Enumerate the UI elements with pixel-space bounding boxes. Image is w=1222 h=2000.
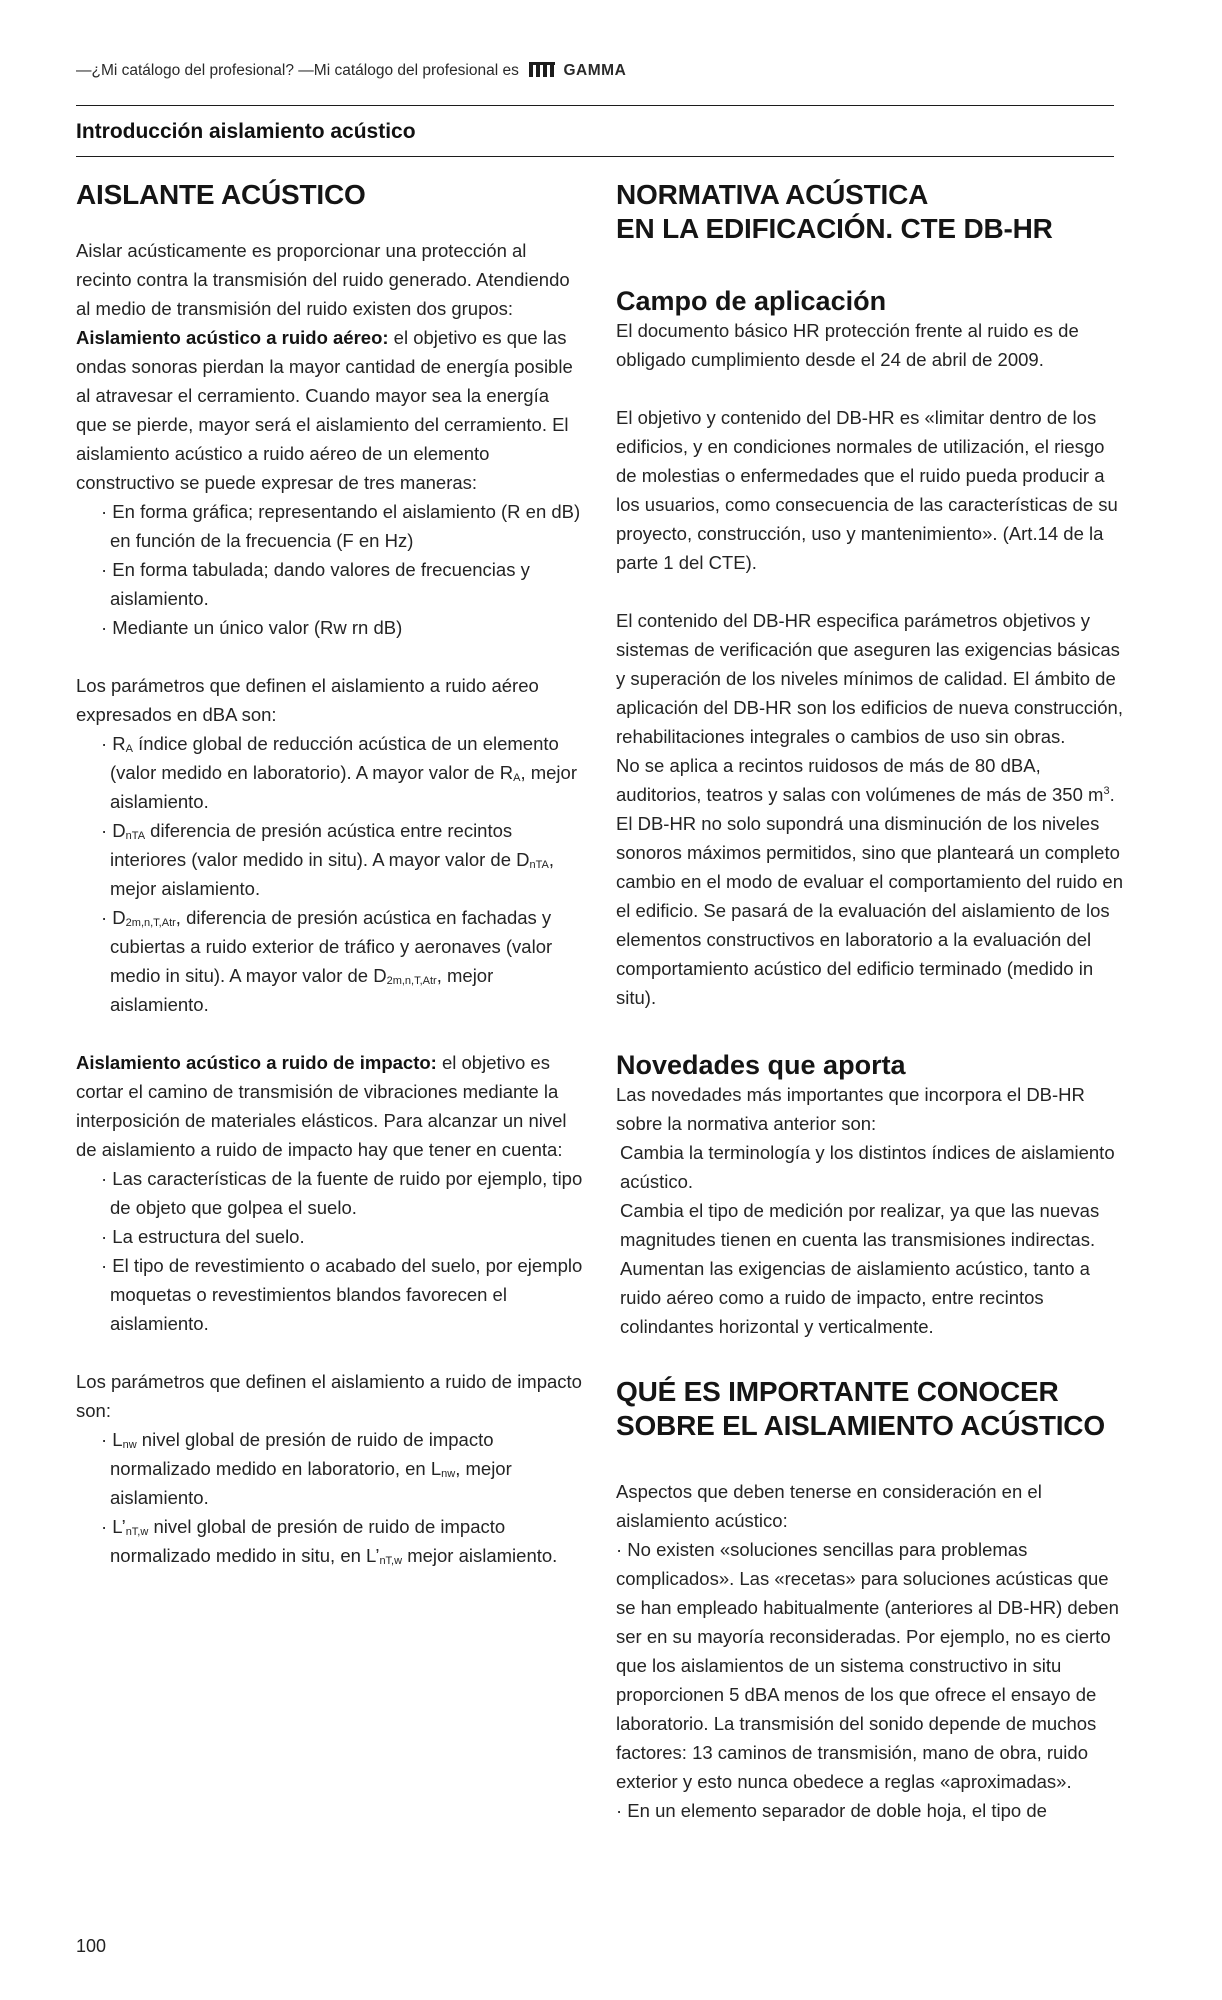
param-lnw: · $L_{nw}$ nivel global de presión de ruido de impacto normalizado medido en laboratorio, en $L_{nw}$, mejor aislamiento. <box>101 1429 512 1508</box>
params-aereo-intro: Los parámetros que definen el aislamiento a ruido aéreo expresados en dBA son: <box>76 675 539 725</box>
way-item: · Mediante un único valor (Rw rn dB) <box>101 617 403 638</box>
conocer-intro: Aspectos que deben tenerse en consideración en el aislamiento acústico: <box>616 1481 1042 1531</box>
normativa-heading: NORMATIVA ACÚSTICA EN LA EDIFICACIÓN. CTE DB-HR <box>616 179 1053 244</box>
impacto-item: · La estructura del suelo. <box>101 1226 305 1247</box>
header-divider <box>76 105 1114 106</box>
section-divider <box>76 156 1114 157</box>
impacto-item: · El tipo de revestimiento o acabado del suelo, por ejemplo moquetas o revestimientos blandos favorecen el aislamiento. <box>101 1255 583 1334</box>
param-dnta: · $D_{nTA}$ diferencia de presión acústica entre recintos interiores (valor medido in situ). A mayor valor de $D_{nTA}$, mejor aislamiento. <box>101 820 555 899</box>
impacto-label: Aislamiento acústico a ruido de impacto: <box>76 1052 437 1073</box>
novedades-item: Cambia la terminología y los distintos índices de aislamiento acústico. <box>620 1142 1115 1192</box>
brand-name: GAMMA <box>563 62 627 79</box>
left-heading: AISLANTE ACÚSTICO <box>76 179 366 210</box>
right-column <box>616 178 1124 1825</box>
novedades-title: Novedades que aporta <box>616 1050 906 1080</box>
campo-paragraph: El objetivo y contenido del DB-HR es «limitar dentro de los edificios, y en condiciones normales de utilización, el riesgo de molestias o enfermedades que el ruido pueda producir a los usuarios, como consecuencia de las características de su proyecto, construcción, uso y mantenimiento». (Art.14 de la parte 1 del CTE). <box>616 407 1118 573</box>
aereo-label: Aislamiento acústico a ruido aéreo: <box>76 327 389 348</box>
campo-paragraph: El DB-HR no solo supondrá una disminución de los niveles sonoros máximos permitidos, sino que planteará un completo cambio en el modo de evaluar el comportamiento del ruido en el edificio. Se pasará de la evaluación del aislamiento de los elementos constructivos en laboratorio a la evaluación del comportamiento acústico del edificio terminado (medido in situ). <box>616 813 1123 1008</box>
novedades-item: Aumentan las exigencias de aislamiento acústico, tanto a ruido aéreo como a ruido de impacto, entre recintos colindantes horizontal y verticalmente. <box>620 1258 1090 1337</box>
tagline-answer: —Mi catálogo del profesional es <box>298 62 519 79</box>
params-impacto-intro: Los parámetros que definen el aislamiento a ruido de impacto son: <box>76 1371 582 1421</box>
impacto-text: el objetivo es cortar el camino de transmisión de vibraciones mediante la interposición de materiales elásticos. Para alcanzar un nivel de aislamiento a ruido de impacto hay que tener en cuenta: <box>76 1052 567 1160</box>
campo-paragraph: El documento básico HR protección frente al ruido es de obligado cumplimiento desde el 24 de abril de 2009. <box>616 320 1079 370</box>
conocer-item: · No existen «soluciones sencillas para problemas complicados». Las «recetas» para soluciones acústicas que se han empleado habitualmente (anteriores al DB-HR) deben ser en su mayoría reconsideradas. Por ejemplo, no es cierto que los aislamientos de un sistema constructivo in situ proporcionen 5 dBA menos de los que ofrece el ensayo de laboratorio. La transmisión del sonido depende de muchos factores: 13 caminos de transmisión, mano de obra, ruido exterior y esto nunca obedece a reglas «aproximadas». <box>616 1539 1119 1792</box>
param-ra: · $R_A$ índice global de reducción acústica de un elemento (valor medido en laboratorio). A mayor valor de $R_A$, mejor aislamiento. <box>101 733 577 812</box>
conocer-heading: QUÉ ES IMPORTANTE CONOCER SOBRE EL AISLAMIENTO ACÚSTICO <box>616 1376 1105 1441</box>
left-column <box>76 178 584 1570</box>
novedades-intro: Las novedades más importantes que incorpora el DB-HR sobre la normativa anterior son: <box>616 1084 1085 1134</box>
impacto-item: · Las características de la fuente de ruido por ejemplo, tipo de objeto que golpea el suelo. <box>101 1168 583 1218</box>
intro-paragraph: Aislar acústicamente es proporcionar una protección al recinto contra la transmisión del ruido generado. Atendiendo al medio de transmisión del ruido existen dos grupos: <box>76 240 570 319</box>
impacto-paragraph <box>76 1048 584 1164</box>
section-title: Introducción aislamiento acústico <box>76 120 416 143</box>
param-d2m: · $D_{2m,n,T,Atr}$, diferencia de presión acústica en fachadas y cubiertas a ruido exterior de tráfico y aeronaves (valor medio in situ). A mayor valor de $D_{2m,n,T,Atr}$, mejor aislamiento. <box>101 907 553 1015</box>
campo-title: Campo de aplicación <box>616 286 887 316</box>
campo-paragraph: El contenido del DB-HR especifica parámetros objetivos y sistemas de verificación que aseguren las exigencias básicas y superación de los niveles mínimos de calidad. El ámbito de aplicación del DB-HR son los edificios de nueva construcción, rehabilitaciones integrales o cambios de uso sin obras. <box>616 610 1123 747</box>
way-item: · En forma gráfica; representando el aislamiento (R en dB) en función de la frecuencia (F en Hz) <box>101 501 581 551</box>
novedades-item: Cambia el tipo de medición por realizar, ya que las nuevas magnitudes tienen en cuenta las transmisiones indirectas. <box>620 1200 1100 1250</box>
aereo-text: el objetivo es que las ondas sonoras pierdan la mayor cantidad de energía posible al atravesar el cerramiento. Cuando mayor sea la energía que se pierde, mayor será el aislamiento del cerramiento. El aislamiento acústico a ruido aéreo de un elemento constructivo se puede expresar de tres maneras: <box>76 327 573 493</box>
way-item: · En forma tabulada; dando valores de frecuencias y aislamiento. <box>101 559 530 609</box>
aereo-paragraph <box>76 323 584 497</box>
campo-paragraph: No se aplica a recintos ruidosos de más de 80 dBA, auditorios, teatros y salas con volúmenes de más de 350 $m^3$. <box>616 755 1115 805</box>
page-number: 100 <box>76 1936 107 1956</box>
header-tagline <box>76 62 626 80</box>
tagline-question: —¿Mi catálogo del profesional? <box>76 62 294 79</box>
conocer-item: · En un elemento separador de doble hoja, el tipo de <box>616 1800 1047 1821</box>
gamma-logo-icon <box>529 62 555 77</box>
param-lntw: · $L’_{nT,w}$ nivel global de presión de ruido de impacto normalizado medido in situ, en $L’_{nT,w}$ mejor aislamiento. <box>101 1516 558 1567</box>
